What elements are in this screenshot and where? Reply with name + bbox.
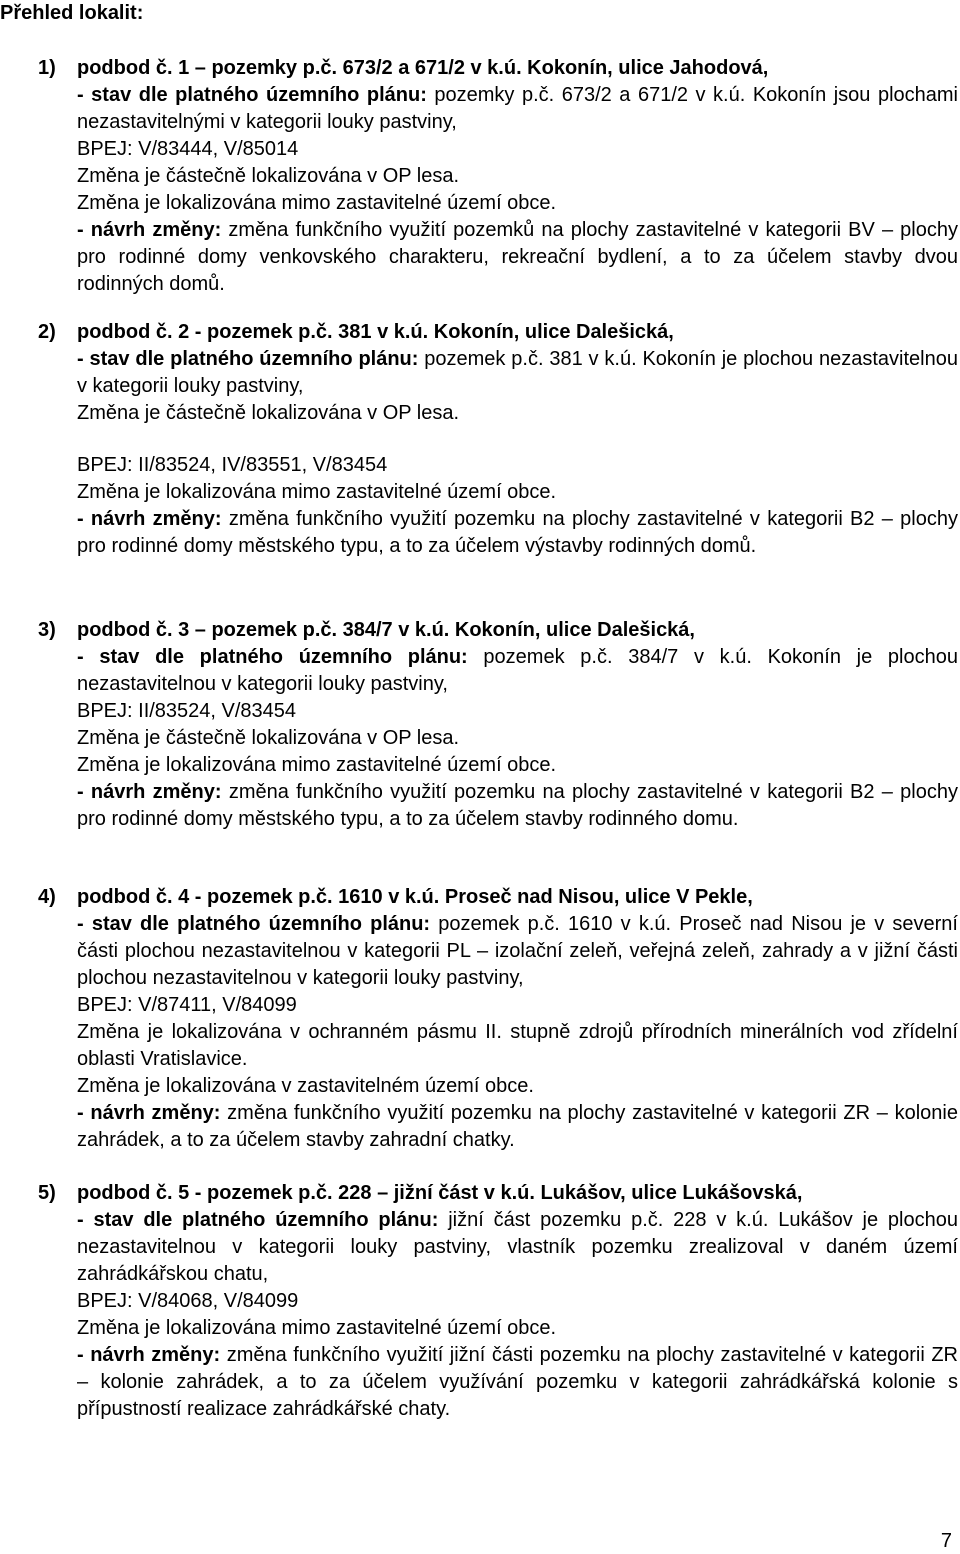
plan-status-text: jižní část pozemku p.č. 228 v k.ú. Lukášov je plochou nezastavitelnou v kategorii louky pastviny, vlastník pozemku zrealizoval v daném území zahrádkářskou chatu, bbox=[77, 1209, 958, 1285]
detail-line: Změna je částečně lokalizována v OP lesa. bbox=[77, 402, 460, 424]
detail-line: Změna je lokalizována mimo zastavitelné území obce. bbox=[77, 754, 557, 776]
plan-status-label: - stav dle platného územního plánu: bbox=[77, 348, 419, 370]
detail-line: Změna je částečně lokalizována v OP lesa. bbox=[77, 165, 460, 187]
page-number: 7 bbox=[940, 1530, 952, 1552]
item-title: podbod č. 5 - pozemek p.č. 228 – jižní část v k.ú. Lukášov, ulice Lukášovská, bbox=[77, 1182, 803, 1204]
plan-status bbox=[77, 82, 958, 136]
change-proposal bbox=[77, 779, 958, 833]
plan-status-text: pozemky p.č. 673/2 a 671/2 v k.ú. Kokonín jsou plochami nezastavitelnými v kategorii louky pastviny, bbox=[77, 84, 958, 133]
change-proposal-text: změna funkčního využití pozemku na plochy zastavitelné v kategorii B2 – plochy pro rodinné domy městského typu, a to za účelem výstavby rodinných domů. bbox=[77, 508, 958, 557]
item-number: 1) bbox=[38, 57, 56, 79]
change-proposal-text: změna funkčního využití jižní části pozemku na plochy zastavitelné v kategorii ZR – kolonie zahrádek, a to za účelem využívání pozemku v kategorii zahrádkářská kolonie s přípustností realizace zahrádkářské chaty. bbox=[77, 1344, 958, 1420]
plan-status bbox=[77, 911, 958, 992]
detail-line: BPEJ: V/83444, V/85014 bbox=[77, 138, 299, 160]
change-proposal-text: změna funkčního využití pozemku na plochy zastavitelné v kategorii ZR – kolonie zahrádek, a to za účelem stavby zahradní chatky. bbox=[77, 1102, 958, 1151]
change-proposal bbox=[77, 506, 958, 560]
item-title: podbod č. 1 – pozemky p.č. 673/2 a 671/2 v k.ú. Kokonín, ulice Jahodová, bbox=[77, 57, 769, 79]
change-proposal-label: - návrh změny: bbox=[77, 508, 222, 530]
detail-line: Změna je částečně lokalizována v OP lesa. bbox=[77, 727, 460, 749]
item-number: 2) bbox=[38, 321, 56, 343]
page-heading: Přehled lokalit: bbox=[0, 2, 144, 24]
detail-line: BPEJ: V/87411, V/84099 bbox=[77, 994, 297, 1016]
plan-status-label: - stav dle platného územního plánu: bbox=[77, 84, 427, 106]
plan-status-text: pozemek p.č. 381 v k.ú. Kokonín je plochou nezastavitelnou v kategorii louky pastviny, bbox=[77, 348, 958, 397]
item-title: podbod č. 4 - pozemek p.č. 1610 v k.ú. Proseč nad Nisou, ulice V Pekle, bbox=[77, 886, 753, 908]
item-title: podbod č. 3 – pozemek p.č. 384/7 v k.ú. Kokonín, ulice Dalešická, bbox=[77, 619, 695, 641]
detail-line: BPEJ: II/83524, IV/83551, V/83454 bbox=[77, 454, 388, 476]
change-proposal-label: - návrh změny: bbox=[77, 1344, 221, 1366]
plan-status-text: pozemek p.č. 384/7 v k.ú. Kokonín je plochou nezastavitelnou v kategorii louky pastviny, bbox=[77, 646, 958, 695]
plan-status-label: - stav dle platného územního plánu: bbox=[77, 646, 468, 668]
change-proposal-label: - návrh změny: bbox=[77, 1102, 221, 1124]
item-number: 4) bbox=[38, 886, 56, 908]
item-number: 3) bbox=[38, 619, 56, 641]
detail-line: Změna je lokalizována mimo zastavitelné území obce. bbox=[77, 481, 557, 503]
item-title: podbod č. 2 - pozemek p.č. 381 v k.ú. Kokonín, ulice Dalešická, bbox=[77, 321, 674, 343]
locality-item-1 bbox=[0, 55, 960, 298]
locality-item-2 bbox=[0, 319, 960, 560]
change-proposal bbox=[77, 217, 958, 298]
detail-line: BPEJ: V/84068, V/84099 bbox=[77, 1290, 299, 1312]
plan-status-label: - stav dle platného územního plánu: bbox=[77, 913, 431, 935]
locality-item-3 bbox=[0, 617, 960, 833]
plan-status bbox=[77, 346, 958, 400]
locality-item-4 bbox=[0, 884, 960, 1154]
plan-status-text: pozemek p.č. 1610 v k.ú. Proseč nad Nisou je v severní části plochou nezastavitelnou v kategorii PL – izolační zeleň, veřejná zeleň, zahrady a v jižní části plochou nezastavitelnou v kategorii louky pastviny, bbox=[77, 913, 958, 989]
change-proposal-text: změna funkčního využití pozemku na plochy zastavitelné v kategorii B2 – plochy pro rodinné domy městského typu, a to za účelem stavby rodinného domu. bbox=[77, 781, 958, 830]
change-proposal-label: - návrh změny: bbox=[77, 219, 222, 241]
detail-line: BPEJ: II/83524, V/83454 bbox=[77, 700, 297, 722]
detail-line: Změna je lokalizována mimo zastavitelné území obce. bbox=[77, 1317, 557, 1339]
change-proposal bbox=[77, 1342, 958, 1423]
detail-line: Změna je lokalizována v ochranném pásmu II. stupně zdrojů přírodních minerálních vod zřídelní oblasti Vratislavice. bbox=[77, 1021, 958, 1070]
plan-status-label: - stav dle platného územního plánu: bbox=[77, 1209, 439, 1231]
change-proposal-text: změna funkčního využití pozemků na plochy zastavitelné v kategorii BV – plochy pro rodinné domy venkovského charakteru, rekreační bydlení, a to za účelem stavby dvou rodinných domů. bbox=[77, 219, 958, 295]
change-proposal bbox=[77, 1100, 958, 1154]
change-proposal-label: - návrh změny: bbox=[77, 781, 222, 803]
plan-status bbox=[77, 1207, 958, 1288]
detail-line: Změna je lokalizována v zastavitelném území obce. bbox=[77, 1075, 534, 1097]
item-number: 5) bbox=[38, 1182, 56, 1204]
locality-item-5 bbox=[0, 1180, 960, 1423]
detail-line: Změna je lokalizována mimo zastavitelné území obce. bbox=[77, 192, 557, 214]
plan-status bbox=[77, 644, 958, 698]
